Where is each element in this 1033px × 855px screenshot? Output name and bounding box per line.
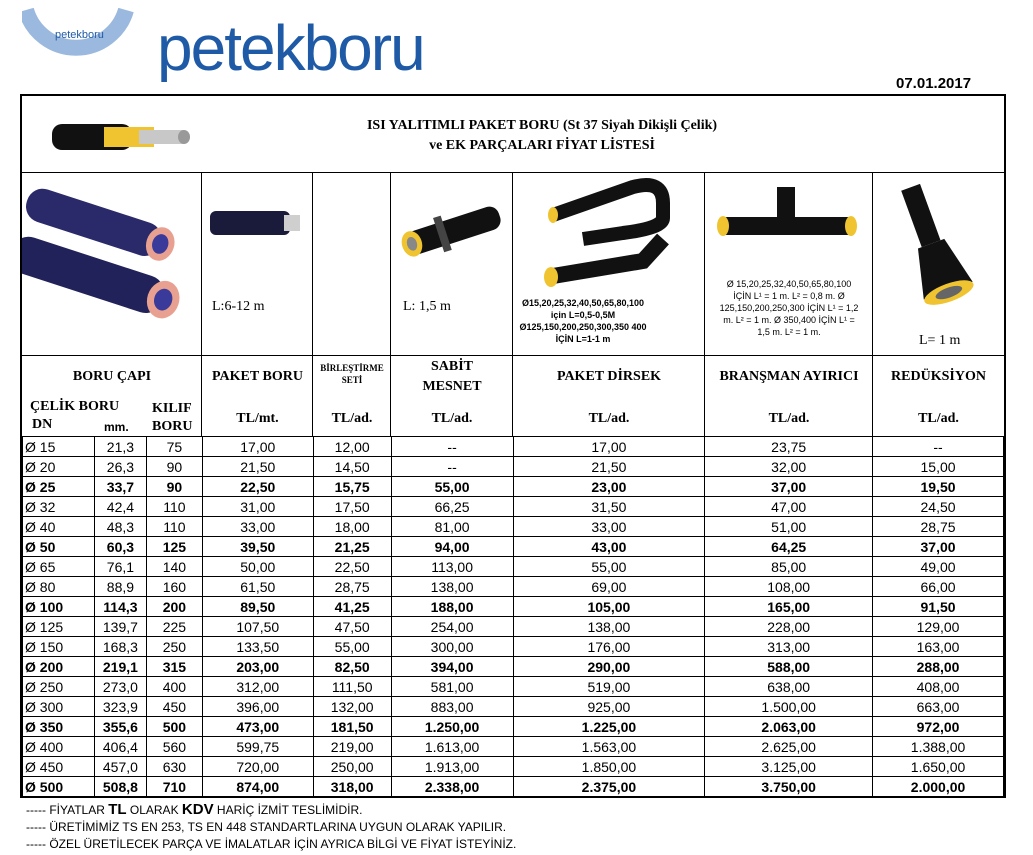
cell-mesnet: 1.250,00	[391, 717, 513, 737]
header-birlestirme	[313, 356, 391, 437]
table-row	[23, 497, 1004, 517]
note-2: ----- ÜRETİMİMİZ TS EN 253, TS EN 448 STANDARTLARINA UYGUN OLARAK YAPILIR.	[26, 820, 507, 834]
cell-set: 250,00	[313, 757, 391, 777]
cell-boru: 39,50	[202, 537, 313, 557]
note-1-part: ----- FİYATLAR	[26, 803, 109, 817]
cell-boru: 107,50	[202, 617, 313, 637]
cell-dn: Ø 32	[23, 497, 95, 517]
table-row	[23, 637, 1004, 657]
header-paket-boru-label: PAKET BORU	[212, 369, 303, 384]
cell-mesnet: 81,00	[391, 517, 513, 537]
cell-kilif: 200	[146, 597, 202, 617]
cell-ayirici: 23,75	[705, 437, 873, 457]
cell-kilif: 450	[146, 697, 202, 717]
reduksiyon-caption: L= 1 m	[919, 333, 961, 348]
cell-ayirici: 2.063,00	[705, 717, 873, 737]
paket-boru-caption: L:6-12 m	[212, 299, 265, 314]
note-1-tl: TL	[108, 801, 127, 818]
cell-kilif: 560	[146, 737, 202, 757]
mesnet-image	[391, 183, 511, 273]
cell-red: 663,00	[873, 697, 1004, 717]
dirsek-caption	[513, 297, 653, 345]
header-birlestirme-label: BİRLEŞTİRME	[320, 363, 384, 373]
cell-ayirici: 37,00	[705, 477, 873, 497]
image-paket-boru	[202, 173, 313, 355]
cell-dn: Ø 300	[23, 697, 95, 717]
paket-boru-image	[202, 193, 312, 263]
pipe-cutaway-image	[44, 114, 194, 160]
cell-ayirici: 165,00	[705, 597, 873, 617]
cell-kilif: 125	[146, 537, 202, 557]
cell-mm: 88,9	[94, 577, 146, 597]
cell-mm: 60,3	[94, 537, 146, 557]
cell-red: 2.000,00	[873, 777, 1004, 797]
price-table-body	[23, 437, 1004, 797]
cell-kilif: 500	[146, 717, 202, 737]
cell-mesnet: 66,25	[391, 497, 513, 517]
cell-dirsek: 17,00	[513, 437, 705, 457]
cell-ayirici: 588,00	[705, 657, 873, 677]
cell-mesnet: 94,00	[391, 537, 513, 557]
table-row	[23, 617, 1004, 637]
header-reduksiyon-label: REDÜKSİYON	[891, 369, 986, 384]
price-table	[22, 436, 1004, 797]
cell-set: 12,00	[313, 437, 391, 457]
price-list-date: 07.01.2017	[896, 75, 972, 92]
table-row	[23, 697, 1004, 717]
cell-dirsek: 290,00	[513, 657, 705, 677]
document-title	[262, 116, 822, 156]
cell-red: 972,00	[873, 717, 1004, 737]
cell-set: 41,25	[313, 597, 391, 617]
cell-red: 15,00	[873, 457, 1004, 477]
dirsek-caption-line: Ø125,150,200,250,300,350 400	[519, 322, 647, 332]
cell-red: --	[873, 437, 1004, 457]
cell-ayirici: 638,00	[705, 677, 873, 697]
cell-boru: 203,00	[202, 657, 313, 677]
header-ayirici-label: BRANŞMAN AYIRICI	[719, 369, 859, 384]
mesnet-caption: L: 1,5 m	[403, 299, 451, 314]
header-mesnet-label: MESNET	[422, 379, 482, 394]
cell-red: 408,00	[873, 677, 1004, 697]
cell-ayirici: 64,25	[705, 537, 873, 557]
cell-dn: Ø 100	[23, 597, 95, 617]
cell-mm: 273,0	[94, 677, 146, 697]
cell-mesnet: 55,00	[391, 477, 513, 497]
cell-dn: Ø 25	[23, 477, 95, 497]
cell-mesnet: 188,00	[391, 597, 513, 617]
price-sheet	[20, 94, 1006, 798]
cell-dirsek: 176,00	[513, 637, 705, 657]
header-row	[22, 355, 1004, 436]
cell-ayirici: 3.750,00	[705, 777, 873, 797]
cell-mm: 21,3	[94, 437, 146, 457]
cell-mm: 219,1	[94, 657, 146, 677]
cell-kilif: 400	[146, 677, 202, 697]
cell-dirsek: 23,00	[513, 477, 705, 497]
cell-dirsek: 69,00	[513, 577, 705, 597]
cell-dn: Ø 20	[23, 457, 95, 477]
cell-red: 49,00	[873, 557, 1004, 577]
cell-kilif: 160	[146, 577, 202, 597]
header-celik-boru: ÇELİK BORU	[30, 399, 120, 414]
cell-set: 111,50	[313, 677, 391, 697]
cell-kilif: 630	[146, 757, 202, 777]
cell-set: 132,00	[313, 697, 391, 717]
cell-mesnet: 883,00	[391, 697, 513, 717]
cell-kilif: 710	[146, 777, 202, 797]
cell-ayirici: 3.125,00	[705, 757, 873, 777]
cell-ayirici: 32,00	[705, 457, 873, 477]
cell-ayirici: 85,00	[705, 557, 873, 577]
cell-mm: 355,6	[94, 717, 146, 737]
cell-ayirici: 47,00	[705, 497, 873, 517]
cell-set: 47,50	[313, 617, 391, 637]
cell-set: 55,00	[313, 637, 391, 657]
header-reduksiyon-unit: TL/ad.	[918, 411, 959, 426]
cell-red: 1.388,00	[873, 737, 1004, 757]
image-mesnet	[391, 173, 513, 355]
title-line-2: ve EK PARÇALARI FİYAT LİSTESİ	[429, 138, 655, 153]
cell-boru: 720,00	[202, 757, 313, 777]
cell-ayirici: 2.625,00	[705, 737, 873, 757]
logo-graphic	[22, 8, 492, 82]
cell-set: 22,50	[313, 557, 391, 577]
note-1-part: HARİÇ İZMİT TESLİMİDİR.	[213, 803, 363, 817]
dirsek-image	[513, 173, 703, 298]
cell-mesnet: --	[391, 457, 513, 477]
table-row	[23, 737, 1004, 757]
cell-set: 17,50	[313, 497, 391, 517]
ayirici-caption-line: m. L² = 1 m. Ø 350,400 İÇİN L¹ =	[723, 315, 855, 325]
cell-dirsek: 1.563,00	[513, 737, 705, 757]
cell-red: 19,50	[873, 477, 1004, 497]
cell-red: 66,00	[873, 577, 1004, 597]
header-dirsek	[513, 356, 705, 437]
table-row	[23, 477, 1004, 497]
cell-ayirici: 108,00	[705, 577, 873, 597]
header-kilif: KILIF	[152, 401, 192, 416]
cell-mm: 33,7	[94, 477, 146, 497]
cell-red: 163,00	[873, 637, 1004, 657]
cell-ayirici: 1.500,00	[705, 697, 873, 717]
cell-kilif: 110	[146, 497, 202, 517]
header-ayirici	[705, 356, 873, 437]
cell-boru: 22,50	[202, 477, 313, 497]
cell-boru: 33,00	[202, 517, 313, 537]
cell-red: 91,50	[873, 597, 1004, 617]
cell-kilif: 75	[146, 437, 202, 457]
cell-dn: Ø 400	[23, 737, 95, 757]
cell-mm: 168,3	[94, 637, 146, 657]
dirsek-caption-line: İÇİN L=1-1 m	[555, 334, 611, 344]
table-row	[23, 537, 1004, 557]
cell-boru: 21,50	[202, 457, 313, 477]
ayirici-caption	[709, 278, 869, 338]
cell-red: 1.650,00	[873, 757, 1004, 777]
cell-mesnet: 2.338,00	[391, 777, 513, 797]
header-mm: mm.	[104, 420, 129, 434]
reduksiyon-image	[873, 173, 1003, 323]
cell-kilif: 250	[146, 637, 202, 657]
cell-mm: 26,3	[94, 457, 146, 477]
cell-set: 82,50	[313, 657, 391, 677]
image-ayirici	[705, 173, 873, 355]
cell-mesnet: 1.913,00	[391, 757, 513, 777]
cell-dirsek: 925,00	[513, 697, 705, 717]
cell-dirsek: 21,50	[513, 457, 705, 477]
cell-dirsek: 1.850,00	[513, 757, 705, 777]
cell-set: 14,50	[313, 457, 391, 477]
title-line-1: ISI YALITIMLI PAKET BORU (St 37 Siyah Dikişli Çelik)	[366, 118, 718, 133]
header-kilif-boru: BORU	[152, 419, 193, 434]
header-mesnet-unit: TL/ad.	[431, 411, 473, 426]
header-birlestirme-unit: TL/ad.	[331, 411, 373, 426]
cell-red: 28,75	[873, 517, 1004, 537]
cell-dn: Ø 65	[23, 557, 95, 577]
header-reduksiyon	[873, 356, 1004, 437]
cell-dirsek: 2.375,00	[513, 777, 705, 797]
cell-mm: 457,0	[94, 757, 146, 777]
cell-kilif: 140	[146, 557, 202, 577]
cell-set: 318,00	[313, 777, 391, 797]
cell-dirsek: 105,00	[513, 597, 705, 617]
cell-kilif: 225	[146, 617, 202, 637]
table-row	[23, 437, 1004, 457]
cell-mesnet: --	[391, 437, 513, 457]
cell-dirsek: 33,00	[513, 517, 705, 537]
cell-set: 219,00	[313, 737, 391, 757]
note-1	[26, 801, 516, 819]
cell-set: 15,75	[313, 477, 391, 497]
ayirici-image	[705, 173, 871, 263]
cell-kilif: 110	[146, 517, 202, 537]
cell-boru: 50,00	[202, 557, 313, 577]
logo-small-text: petekboru	[55, 29, 104, 41]
header-dirsek-label: PAKET DİRSEK	[556, 369, 662, 384]
cell-boru: 17,00	[202, 437, 313, 457]
cell-red: 24,50	[873, 497, 1004, 517]
header-boru-capi	[22, 356, 202, 437]
cell-dn: Ø 125	[23, 617, 95, 637]
table-row	[23, 457, 1004, 477]
note-3: ----- ÖZEL ÜRETİLECEK PARÇA VE İMALATLAR İÇİN AYRICA BİLGİ VE FİYAT İSTEYİNİZ.	[26, 837, 517, 851]
logo-wordmark: petekboru	[157, 12, 424, 82]
cell-dn: Ø 200	[23, 657, 95, 677]
table-row	[23, 517, 1004, 537]
cell-dn: Ø 350	[23, 717, 95, 737]
cell-dirsek: 31,50	[513, 497, 705, 517]
table-row	[23, 777, 1004, 797]
cell-red: 288,00	[873, 657, 1004, 677]
note-1-kdv: KDV	[181, 801, 214, 818]
cell-ayirici: 51,00	[705, 517, 873, 537]
cell-dirsek: 138,00	[513, 617, 705, 637]
cell-mesnet: 300,00	[391, 637, 513, 657]
header-sabit-label: SABİT	[430, 359, 474, 374]
ayirici-caption-line: 125,150,200,250,300 İÇİN L¹ = 1,2	[719, 303, 859, 313]
cell-boru: 312,00	[202, 677, 313, 697]
ayirici-caption-line: İÇİN L¹ = 1 m. L² = 0,8 m. Ø	[733, 291, 845, 301]
cell-dn: Ø 80	[23, 577, 95, 597]
cell-mesnet: 138,00	[391, 577, 513, 597]
cell-mm: 139,7	[94, 617, 146, 637]
cell-mm: 508,8	[94, 777, 146, 797]
cell-set: 21,25	[313, 537, 391, 557]
cell-mesnet: 113,00	[391, 557, 513, 577]
ayirici-caption-line: 1,5 m. L² = 1 m.	[757, 327, 821, 337]
image-pipes	[22, 173, 202, 355]
cell-boru: 396,00	[202, 697, 313, 717]
cell-dirsek: 43,00	[513, 537, 705, 557]
title-row	[22, 96, 1004, 173]
dirsek-caption-line: Ø15,20,25,32,40,50,65,80,100	[521, 298, 645, 308]
ayirici-caption-line: Ø 15,20,25,32,40,50,65,80,100	[726, 279, 852, 289]
header-ayirici-unit: TL/ad.	[768, 411, 810, 426]
cell-set: 181,50	[313, 717, 391, 737]
header-paket-boru	[202, 356, 313, 437]
cell-mm: 48,3	[94, 517, 146, 537]
cell-boru: 89,50	[202, 597, 313, 617]
cell-boru: 599,75	[202, 737, 313, 757]
image-reduksiyon	[873, 173, 1004, 355]
cell-mesnet: 254,00	[391, 617, 513, 637]
table-row	[23, 577, 1004, 597]
cell-boru: 874,00	[202, 777, 313, 797]
cell-mm: 114,3	[94, 597, 146, 617]
table-row	[23, 657, 1004, 677]
brand-logo	[22, 8, 492, 82]
cell-mesnet: 1.613,00	[391, 737, 513, 757]
cell-boru: 61,50	[202, 577, 313, 597]
cell-boru: 31,00	[202, 497, 313, 517]
cell-red: 37,00	[873, 537, 1004, 557]
cell-set: 28,75	[313, 577, 391, 597]
pipes-photo	[22, 173, 200, 353]
cell-kilif: 90	[146, 477, 202, 497]
image-birlestirme	[313, 173, 391, 355]
cell-mm: 42,4	[94, 497, 146, 517]
cell-boru: 473,00	[202, 717, 313, 737]
cell-dn: Ø 50	[23, 537, 95, 557]
table-row	[23, 757, 1004, 777]
cell-dirsek: 55,00	[513, 557, 705, 577]
header-boru-capi-label: BORU ÇAPI	[72, 369, 152, 384]
note-1-part: OLARAK	[126, 803, 182, 817]
cell-mm: 323,9	[94, 697, 146, 717]
table-row	[23, 597, 1004, 617]
cell-mesnet: 394,00	[391, 657, 513, 677]
cell-ayirici: 228,00	[705, 617, 873, 637]
dirsek-caption-line: için L=0,5-0,5M	[550, 310, 616, 320]
header-dirsek-unit: TL/ad.	[588, 411, 630, 426]
image-dirsek	[513, 173, 705, 355]
cell-dirsek: 519,00	[513, 677, 705, 697]
cell-kilif: 90	[146, 457, 202, 477]
cell-mesnet: 581,00	[391, 677, 513, 697]
header-seti-label: SETİ	[341, 375, 363, 385]
cell-set: 18,00	[313, 517, 391, 537]
table-row	[23, 717, 1004, 737]
footer-notes	[26, 801, 516, 853]
header-dn: DN	[32, 417, 53, 432]
cell-red: 129,00	[873, 617, 1004, 637]
cell-kilif: 315	[146, 657, 202, 677]
cell-ayirici: 313,00	[705, 637, 873, 657]
table-row	[23, 557, 1004, 577]
table-row	[23, 677, 1004, 697]
header-paket-boru-unit: TL/mt.	[236, 411, 279, 426]
cell-dn: Ø 150	[23, 637, 95, 657]
cell-dirsek: 1.225,00	[513, 717, 705, 737]
cell-mm: 76,1	[94, 557, 146, 577]
cell-boru: 133,50	[202, 637, 313, 657]
cell-dn: Ø 250	[23, 677, 95, 697]
header-mesnet	[391, 356, 513, 437]
cell-dn: Ø 500	[23, 777, 95, 797]
cell-dn: Ø 15	[23, 437, 95, 457]
cell-dn: Ø 40	[23, 517, 95, 537]
cell-mm: 406,4	[94, 737, 146, 757]
cell-dn: Ø 450	[23, 757, 95, 777]
